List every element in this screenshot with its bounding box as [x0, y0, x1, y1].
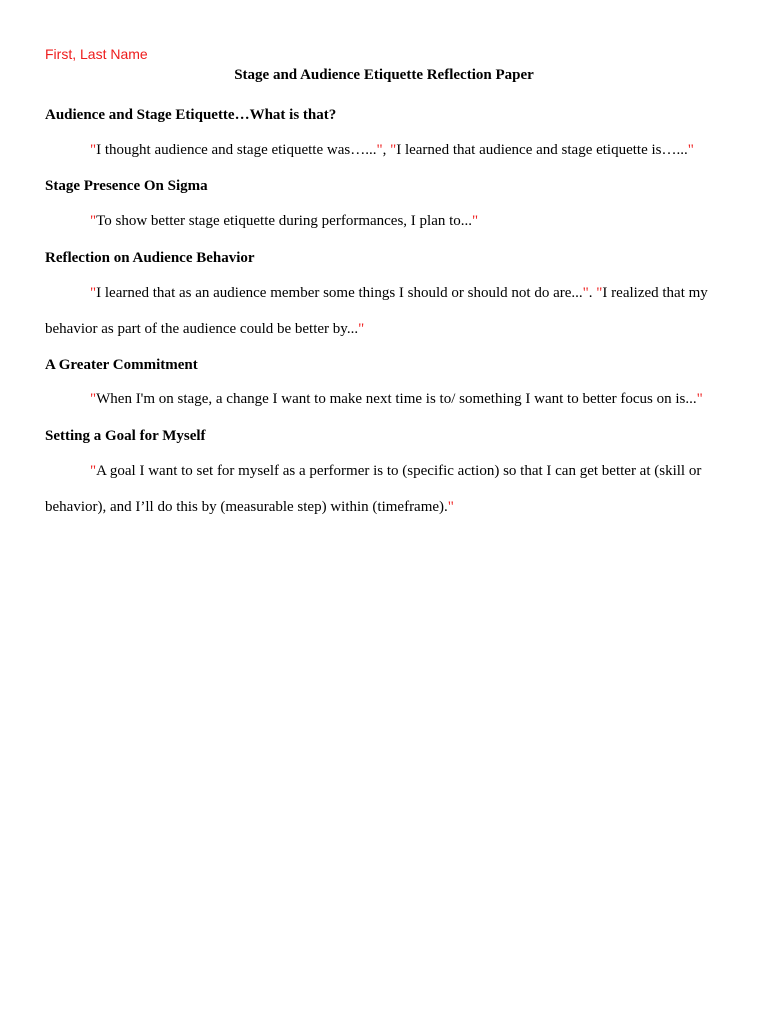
prompt-text: I thought audience and stage etiquette was…... — [96, 142, 377, 158]
close-quote: " — [696, 391, 703, 407]
close-quote: " — [687, 142, 694, 158]
author-name: First, Last Name — [45, 46, 148, 62]
section-paragraph-goal — [45, 454, 717, 525]
section-paragraph-commitment — [45, 382, 717, 418]
open-quote: " — [90, 463, 97, 479]
open-quote: " — [90, 213, 97, 229]
section-heading-audience-behavior: Reflection on Audience Behavior — [45, 250, 255, 266]
close-quote: " — [582, 285, 589, 301]
section-heading-commitment: A Greater Commitment — [45, 357, 198, 373]
open-quote: " — [390, 142, 397, 158]
close-quote: " — [376, 142, 383, 158]
prompt-text: I learned that as an audience member some things I should or should not do are... — [96, 285, 583, 301]
prompt-text: A goal I want to set for myself as a performer is to (specific action) so that I can get better at (skill or behavior), and I’ll do this by (measurable step) within (timeframe). — [45, 463, 702, 515]
prompt-text: When I'm on stage, a change I want to make next time is to/ something I want to better focus on is... — [96, 391, 697, 407]
close-quote: " — [472, 213, 479, 229]
separator-text: . — [588, 285, 597, 301]
section-paragraph-etiquette — [45, 133, 717, 169]
close-quote: " — [447, 498, 454, 515]
paper-title: Stage and Audience Etiquette Reflection Paper — [234, 67, 534, 83]
section-heading-stage-presence: Stage Presence On Sigma — [45, 178, 208, 194]
separator-text: , — [382, 142, 391, 158]
prompt-text: I learned that audience and stage etiquette is…... — [396, 142, 688, 158]
section-heading-goal: Setting a Goal for Myself — [45, 428, 206, 444]
open-quote: " — [90, 391, 97, 407]
section-paragraph-stage-presence — [45, 204, 717, 240]
open-quote: " — [90, 285, 97, 301]
prompt-text: To show better stage etiquette during performances, I plan to... — [96, 213, 473, 229]
section-heading-etiquette: Audience and Stage Etiquette…What is that? — [45, 107, 337, 123]
close-quote: " — [358, 320, 365, 337]
section-paragraph-audience-behavior — [45, 276, 717, 347]
open-quote: " — [90, 142, 97, 158]
prompt-text: I realized that my behavior as part of the audience could be better by... — [45, 285, 708, 337]
open-quote: " — [596, 285, 603, 301]
